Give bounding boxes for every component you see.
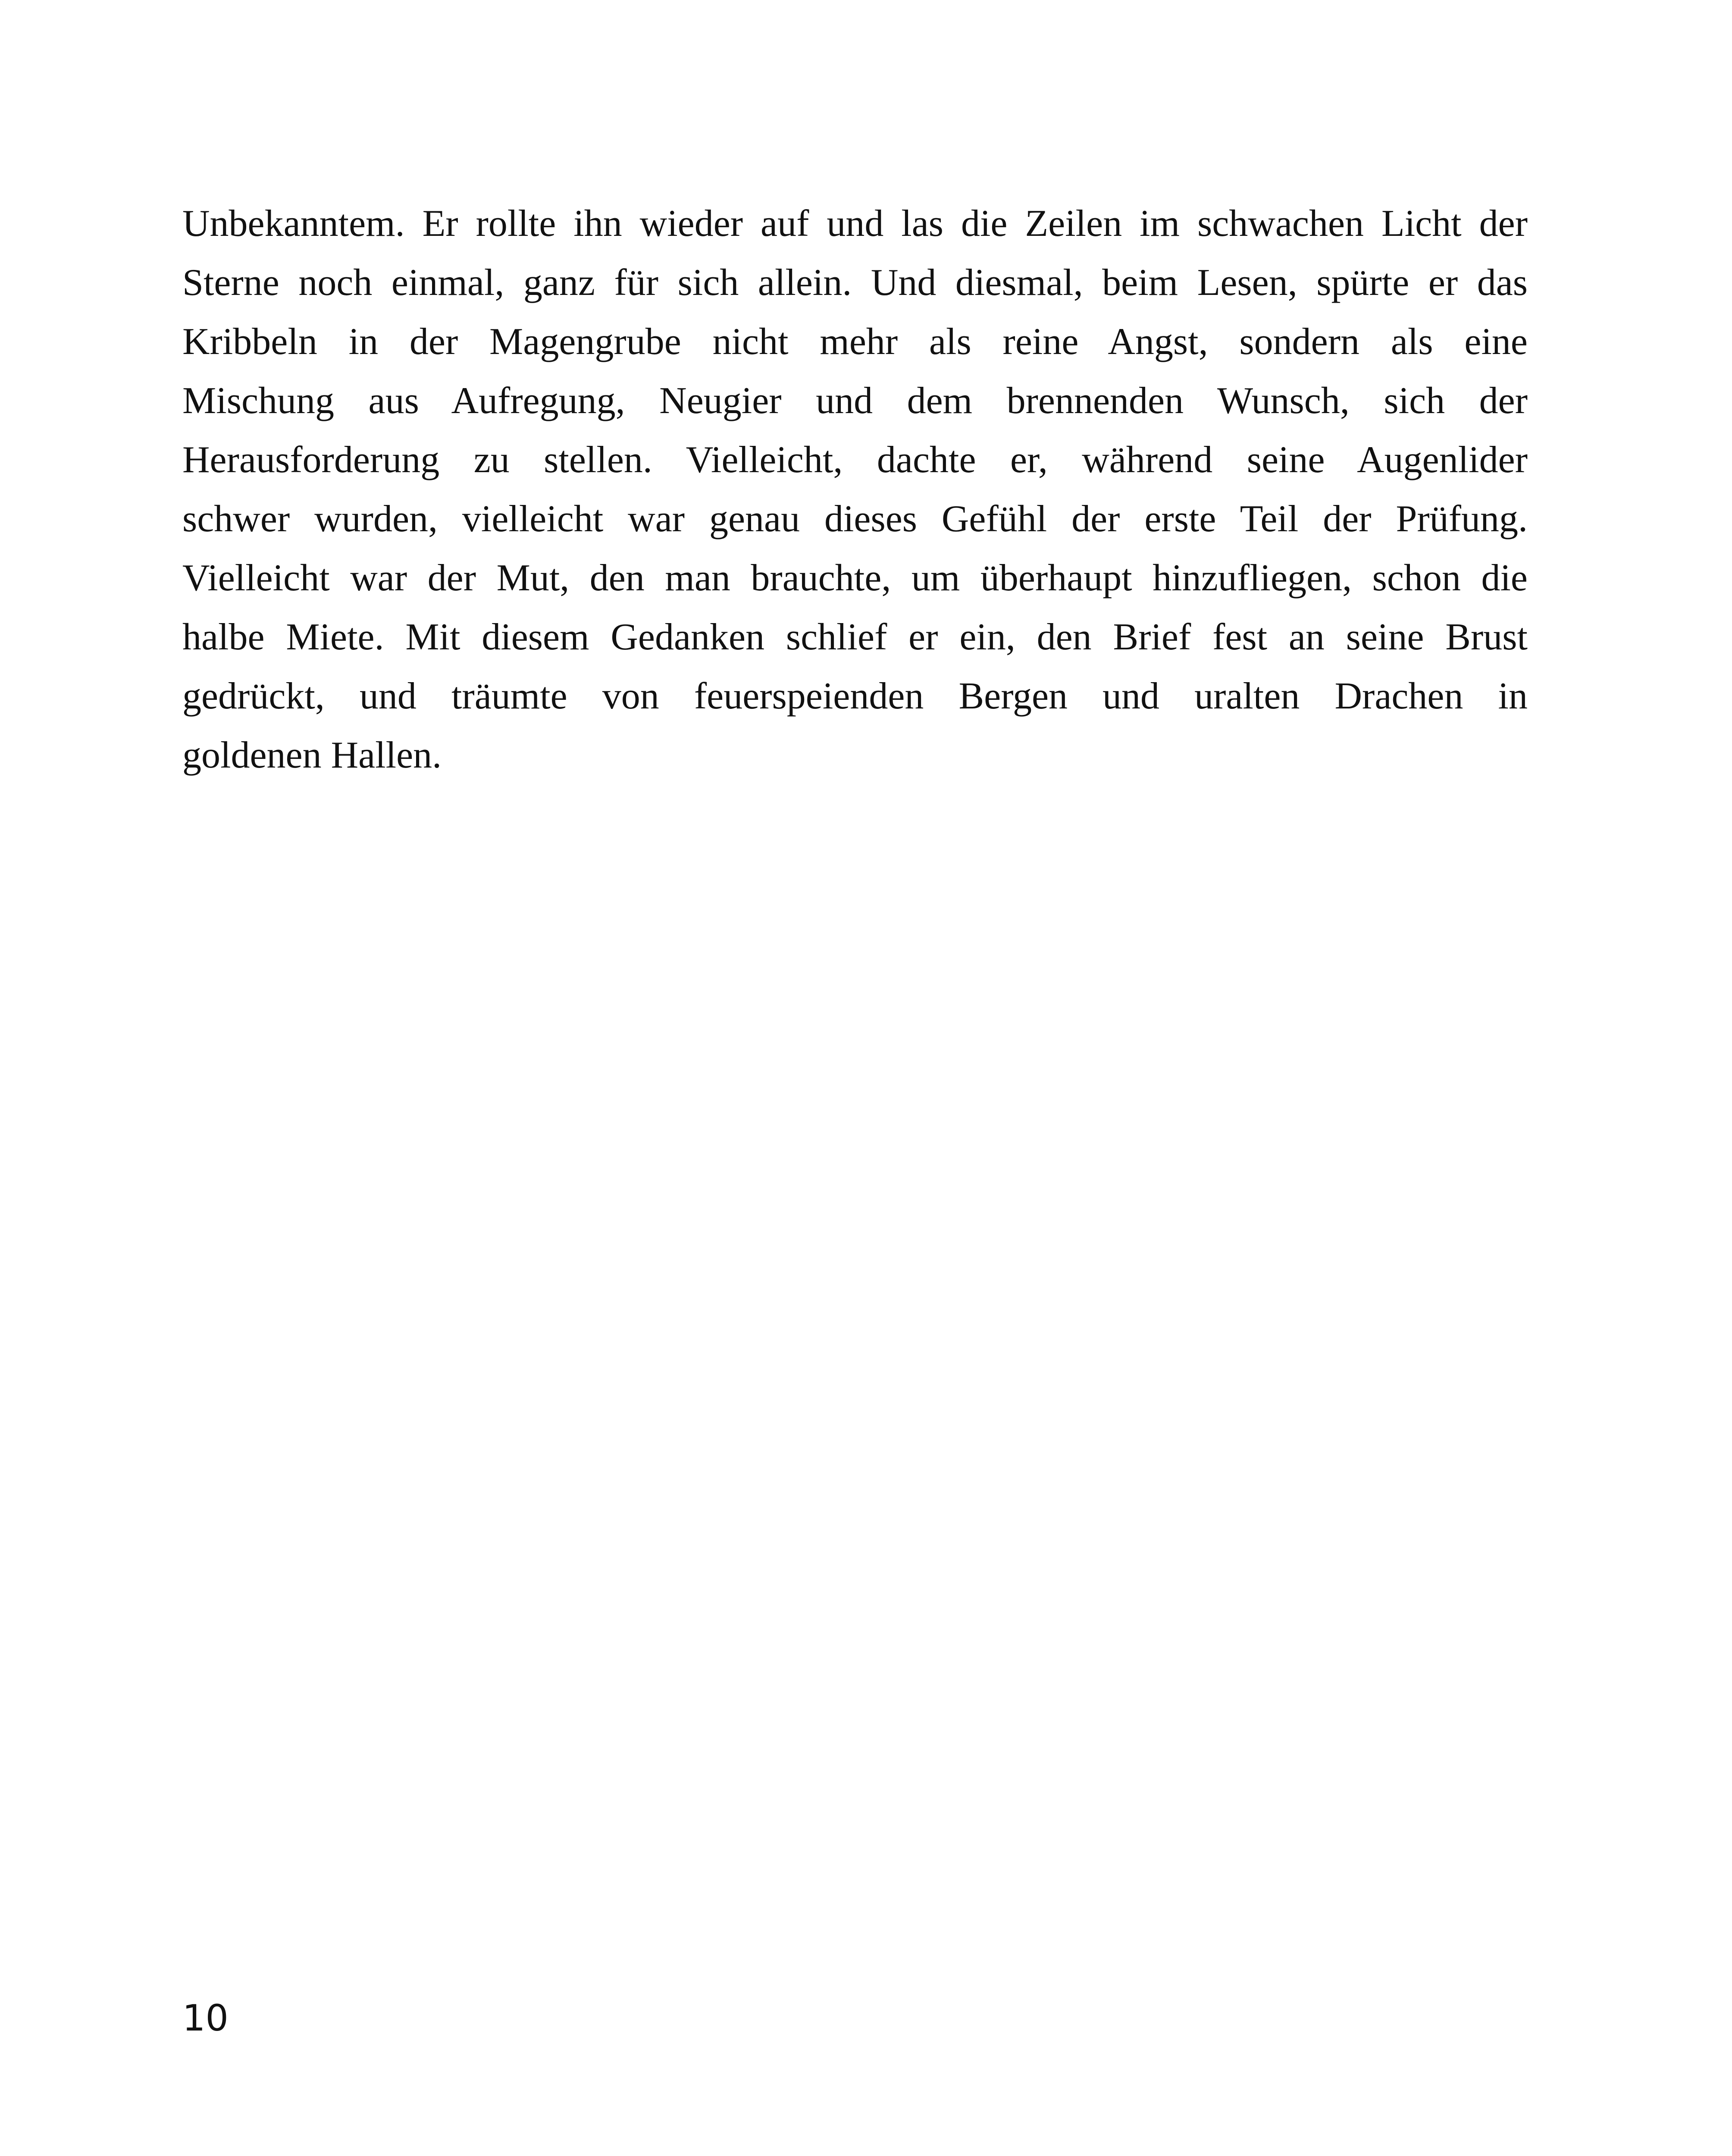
body-paragraph (182, 194, 1528, 785)
text-line: Sterne noch einmal, ganz für sich allein. Und diesmal, beim Lesen, spürte er das (182, 262, 1528, 304)
text-line: Mischung aus Aufregung, Neugier und dem brennenden Wunsch, sich der (182, 380, 1528, 422)
text-line: Kribbeln in der Magengrube nicht mehr als reine Angst, sondern als eine (182, 321, 1528, 363)
text-line: schwer wurden, vielleicht war genau dieses Gefühl der erste Teil der Prüfung. (182, 498, 1528, 540)
text-line: gedrückt, und träumte von feuerspeienden Bergen und uralten Drachen in (182, 675, 1528, 717)
text-line: Unbekanntem. Er rollte ihn wieder auf und las die Zeilen im schwachen Licht der (182, 203, 1528, 244)
text-line: Vielleicht war der Mut, den man brauchte, um überhaupt hinzufliegen, schon die (182, 557, 1528, 599)
text-line: Herausforderung zu stellen. Vielleicht, dachte er, während seine Augenlider (182, 439, 1528, 481)
text-line: goldenen Hallen. (182, 734, 442, 776)
page-number: 10 (182, 1997, 229, 2039)
text-line: halbe Miete. Mit diesem Gedanken schlief er ein, den Brief fest an seine Brust (182, 616, 1528, 658)
